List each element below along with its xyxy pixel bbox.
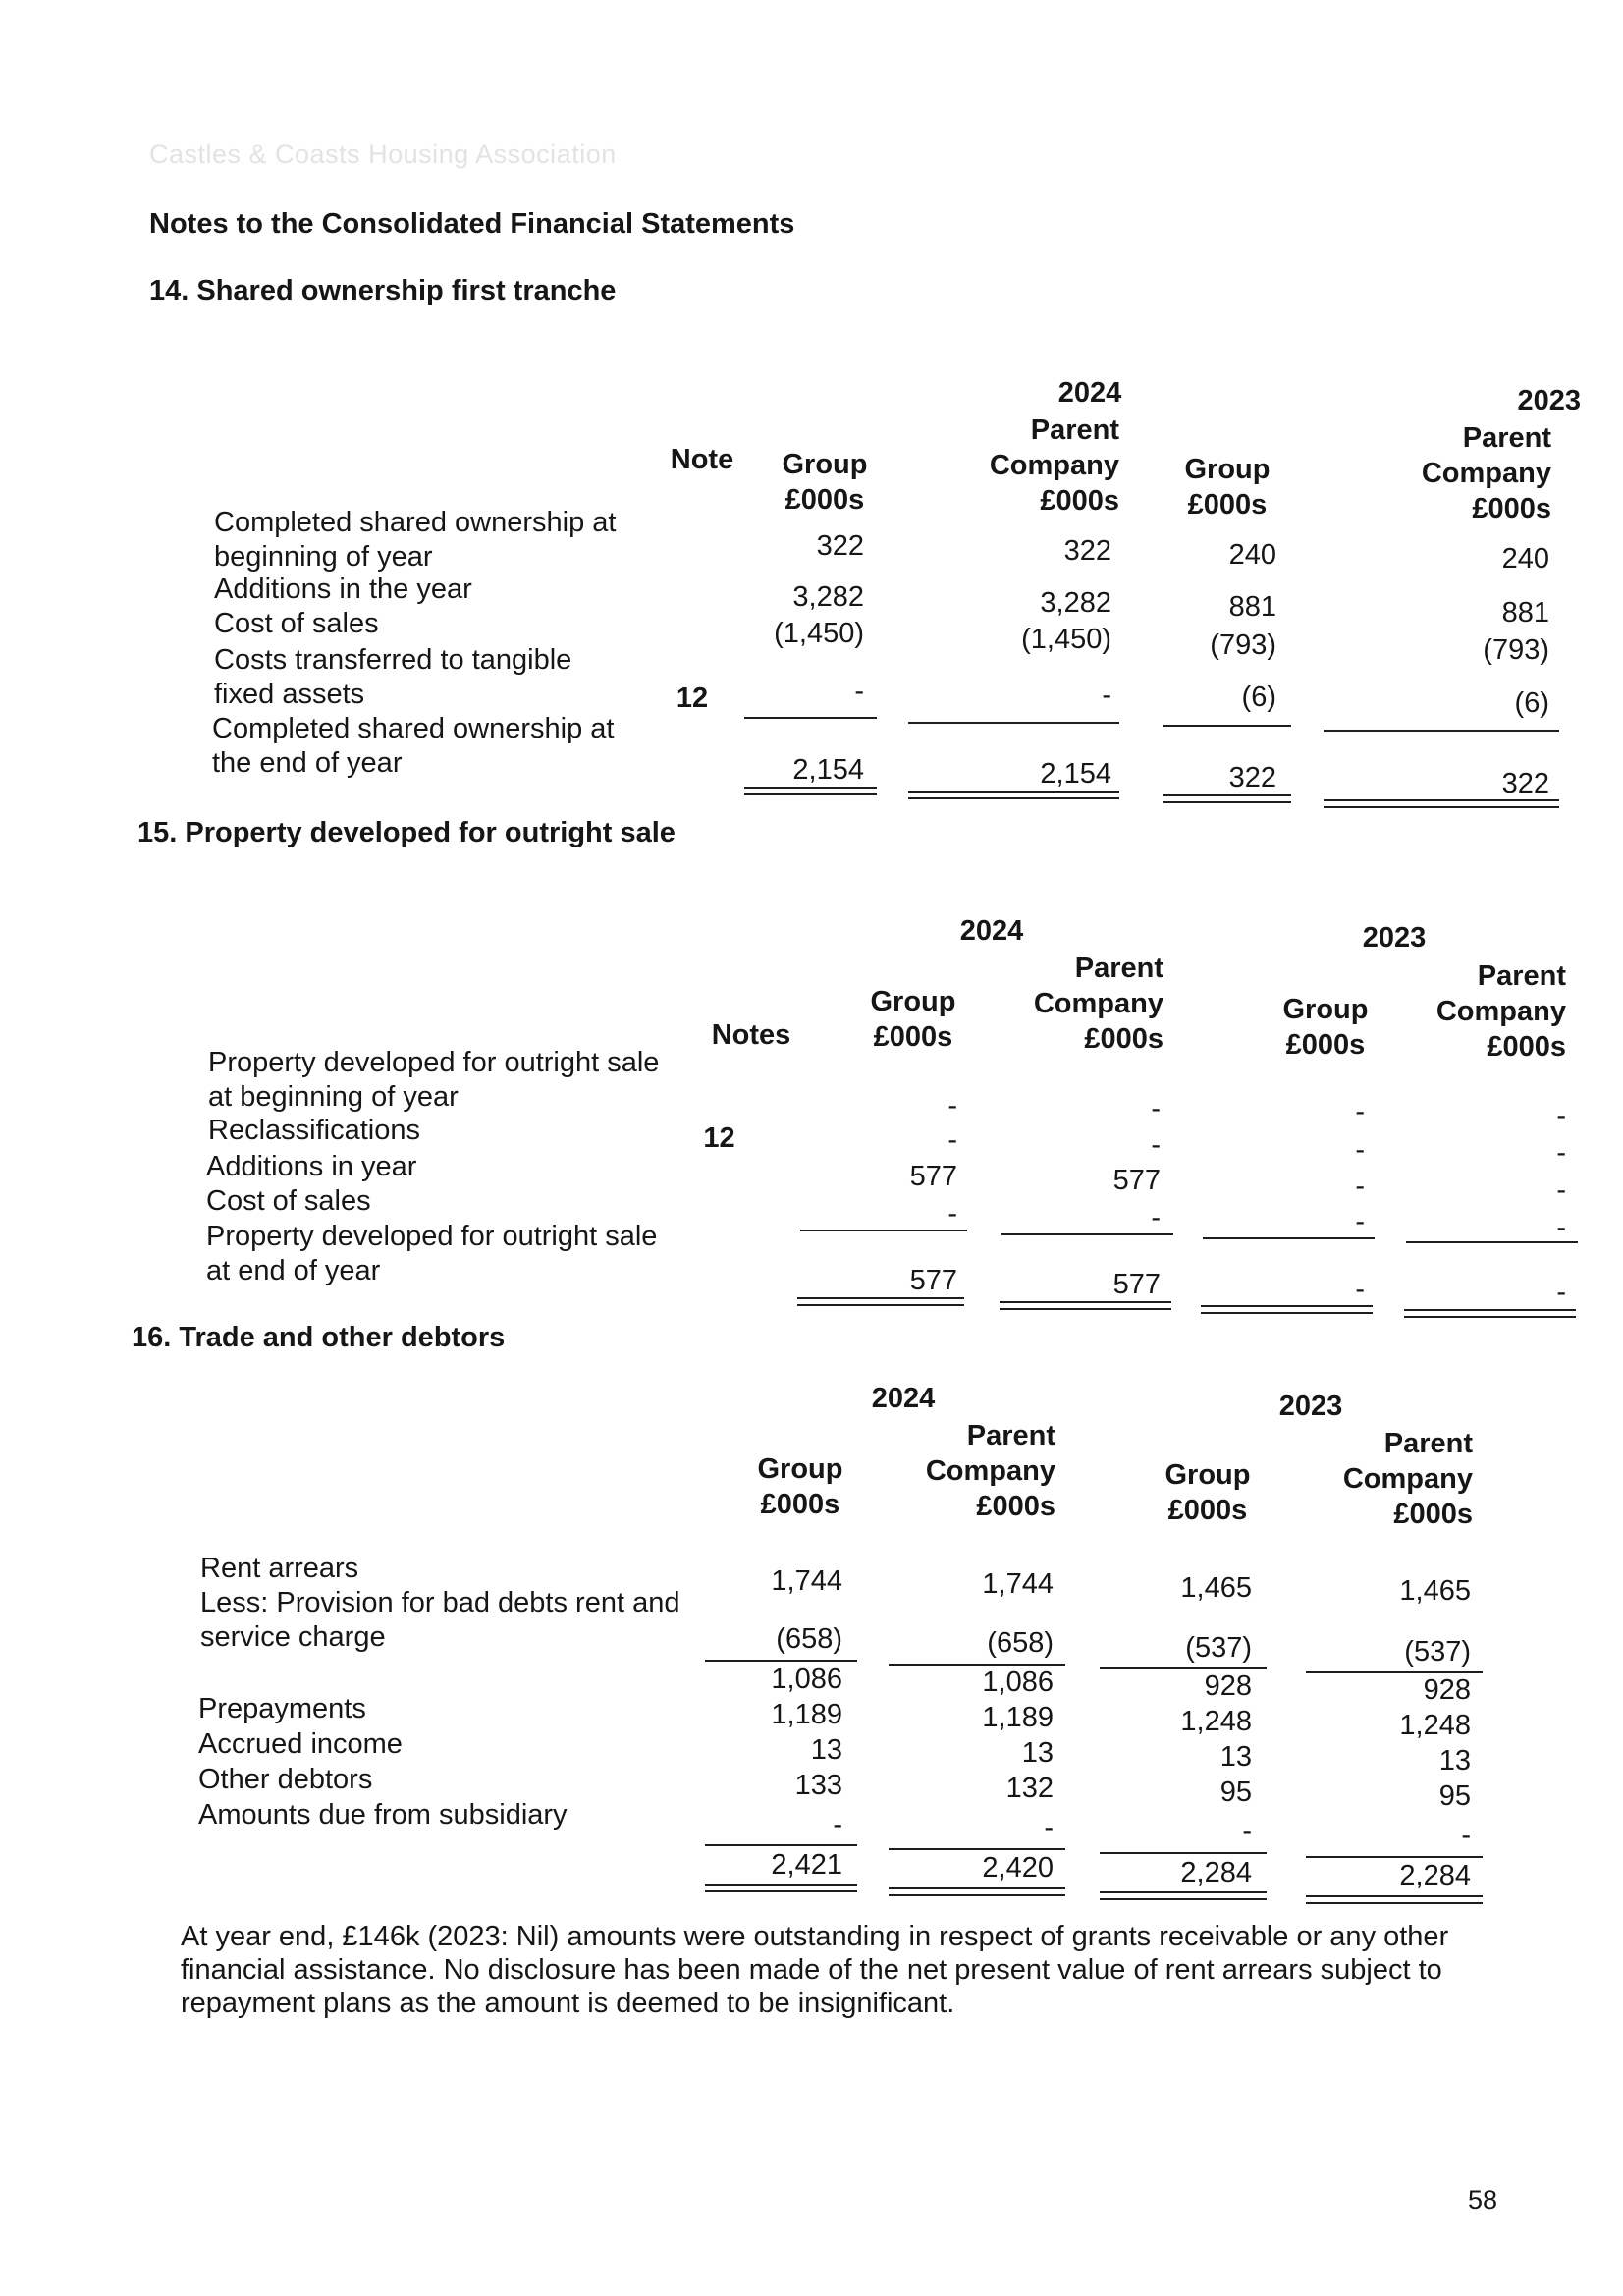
- note-14-col-note: Note: [670, 444, 734, 475]
- note-16-value: 1,465: [1180, 1572, 1252, 1604]
- total-double-rule: [744, 787, 877, 795]
- note-16-value: 1,248: [1180, 1706, 1252, 1737]
- note-16-value: (658): [987, 1627, 1054, 1659]
- note-16-value: 13: [810, 1734, 842, 1766]
- subtotal-rule: [1306, 1856, 1483, 1858]
- total-double-rule: [908, 791, 1119, 799]
- note-14-value: 881: [1228, 591, 1276, 623]
- note-14-value: 2,154: [792, 754, 864, 786]
- total-double-rule: [1100, 1891, 1267, 1900]
- total-double-rule: [1306, 1895, 1483, 1904]
- note-14-col-group-2024: Group £000s: [782, 449, 868, 516]
- note-15-value: -: [1151, 1202, 1161, 1233]
- note-14-value: (793): [1210, 629, 1276, 661]
- note-16-value: 1,248: [1399, 1710, 1471, 1741]
- note-15-title: 15. Property developed for outright sale: [137, 817, 676, 848]
- note-16-row-label: Other debtors: [198, 1764, 373, 1795]
- note-15-year-2024: 2024: [959, 915, 1024, 947]
- note-16-value: 1,189: [982, 1702, 1054, 1733]
- note-14-row-label: Costs transferred to tangible fixed assets: [214, 644, 572, 710]
- note-14-value: (1,450): [774, 618, 864, 649]
- total-double-rule: [1163, 794, 1291, 803]
- note-15-col-notes: Notes: [711, 1019, 791, 1051]
- note-16-footnote: At year end, £146k (2023: Nil) amounts were outstanding in respect of grants receivable or any other financial assistance. No disclosure has been made of the net present value of rent arrears subject to repayment plans as the amount is deemed to be insignificant.: [181, 1921, 1449, 2019]
- note-16-value: 132: [1005, 1773, 1054, 1804]
- note-15-value: -: [1355, 1134, 1365, 1166]
- note-16-value: 13: [1438, 1745, 1471, 1777]
- note-16-value: 95: [1438, 1780, 1471, 1812]
- note-14-note-ref: 12: [676, 683, 709, 714]
- note-16-value: 13: [1219, 1741, 1252, 1773]
- note-16-value: 2,421: [771, 1849, 842, 1881]
- note-14-value: 881: [1501, 597, 1549, 629]
- note-15-col-parent-2023: Parent Company £000s: [1435, 960, 1566, 1063]
- total-double-rule: [1201, 1305, 1373, 1314]
- note-16-col-parent-2024: Parent Company £000s: [925, 1420, 1055, 1522]
- total-double-rule: [1404, 1309, 1576, 1318]
- page-heading: Notes to the Consolidated Financial Statements: [149, 208, 795, 240]
- note-15-value: 577: [909, 1265, 957, 1296]
- note-14-value: -: [1102, 680, 1111, 711]
- note-16-year-2024: 2024: [871, 1383, 936, 1414]
- note-16-value: 13: [1021, 1737, 1054, 1769]
- note-16-title: 16. Trade and other debtors: [132, 1322, 506, 1353]
- note-16-value: 928: [1423, 1674, 1471, 1706]
- note-16-value: 2,284: [1399, 1860, 1471, 1891]
- note-15-col-group-2023: Group £000s: [1282, 994, 1369, 1061]
- note-15-col-group-2024: Group £000s: [870, 986, 956, 1053]
- note-14-value: (793): [1483, 634, 1549, 666]
- note-14-value: 322: [1501, 768, 1549, 799]
- note-14-row-label: Completed shared ownership at the end of year: [212, 713, 615, 779]
- total-double-rule: [1324, 799, 1559, 808]
- note-15-value: -: [1151, 1093, 1161, 1124]
- subtotal-rule: [1324, 730, 1559, 732]
- subtotal-rule: [889, 1848, 1065, 1850]
- note-16-col-group-2023: Group £000s: [1164, 1459, 1251, 1526]
- note-16-value: 928: [1204, 1670, 1252, 1702]
- note-15-value: -: [1556, 1175, 1566, 1206]
- subtotal-rule: [705, 1660, 857, 1662]
- organisation-watermark: Castles & Coasts Housing Association: [149, 139, 617, 169]
- subtotal-rule: [908, 722, 1119, 724]
- note-16-value: -: [1242, 1816, 1252, 1847]
- note-15-year-2023: 2023: [1362, 922, 1427, 954]
- note-16-value: -: [833, 1809, 842, 1840]
- note-16-col-parent-2023: Parent Company £000s: [1342, 1428, 1473, 1530]
- note-16-value: 1,086: [771, 1664, 842, 1695]
- subtotal-rule: [1163, 725, 1291, 727]
- note-14-value: 3,282: [1040, 587, 1111, 619]
- note-14-year-2023: 2023: [1517, 385, 1581, 416]
- note-16-row-label: Accrued income: [198, 1728, 403, 1760]
- total-double-rule: [797, 1297, 964, 1306]
- note-15-value: 577: [1112, 1165, 1161, 1196]
- note-14-value: -: [854, 676, 864, 707]
- note-16-value: -: [1044, 1812, 1054, 1843]
- note-14-title: 14. Shared ownership first tranche: [149, 275, 617, 306]
- note-14-value: 3,282: [792, 581, 864, 613]
- note-16-value: -: [1461, 1820, 1471, 1851]
- note-14-value: (6): [1241, 682, 1276, 713]
- note-15-row-label: Cost of sales: [206, 1185, 371, 1217]
- note-16-row-label: Amounts due from subsidiary: [198, 1799, 568, 1831]
- note-15-value: -: [947, 1090, 957, 1121]
- subtotal-rule: [1001, 1233, 1173, 1235]
- total-double-rule: [705, 1884, 857, 1892]
- note-16-col-group-2024: Group £000s: [757, 1453, 843, 1520]
- note-14-row-label: Additions in the year: [214, 574, 472, 605]
- note-14-value: 2,154: [1040, 758, 1111, 790]
- note-16-value: (537): [1404, 1636, 1471, 1667]
- note-16-value: 1,189: [771, 1699, 842, 1730]
- page-number: 58: [1468, 2185, 1498, 2214]
- note-14-value: 322: [816, 530, 864, 562]
- note-15-value: -: [1556, 1137, 1566, 1169]
- subtotal-rule: [800, 1230, 967, 1231]
- note-14-year-2024: 2024: [1057, 377, 1122, 409]
- note-15-value: 577: [909, 1161, 957, 1192]
- note-16-value: (537): [1185, 1632, 1252, 1664]
- note-15-row-label: Reclassifications: [208, 1115, 420, 1146]
- note-16-year-2023: 2023: [1278, 1391, 1343, 1422]
- note-15-value: -: [1355, 1274, 1365, 1305]
- subtotal-rule: [705, 1844, 857, 1846]
- note-14-col-group-2023: Group £000s: [1184, 454, 1271, 520]
- note-16-row-label: Rent arrears: [200, 1553, 359, 1584]
- note-14-value: 322: [1063, 535, 1111, 567]
- note-14-row-label: Completed shared ownership at beginning of year: [214, 507, 617, 573]
- note-15-row-label: Property developed for outright sale at beginning of year: [208, 1047, 660, 1113]
- total-double-rule: [889, 1887, 1065, 1896]
- note-16-row-label: Less: Provision for bad debts rent and service charge: [200, 1587, 680, 1653]
- subtotal-rule: [1306, 1671, 1483, 1673]
- subtotal-rule: [1100, 1852, 1267, 1854]
- note-16-value: 95: [1219, 1777, 1252, 1808]
- note-15-value: -: [947, 1198, 957, 1230]
- note-14-value: 322: [1228, 762, 1276, 793]
- subtotal-rule: [889, 1664, 1065, 1666]
- note-15-value: -: [1151, 1129, 1161, 1161]
- note-15-note-ref: 12: [703, 1122, 735, 1154]
- note-16-value: 1,744: [982, 1568, 1054, 1600]
- note-14-value: (1,450): [1021, 624, 1111, 655]
- note-15-row-label: Additions in year: [206, 1151, 417, 1182]
- subtotal-rule: [1203, 1237, 1375, 1239]
- note-16-value: 2,284: [1180, 1857, 1252, 1888]
- total-double-rule: [1000, 1301, 1171, 1310]
- note-15-value: -: [1556, 1277, 1566, 1308]
- note-16-value: 1,465: [1399, 1575, 1471, 1607]
- note-16-value: 2,420: [982, 1852, 1054, 1884]
- note-16-row-label: Prepayments: [198, 1693, 366, 1724]
- note-15-value: 577: [1112, 1269, 1161, 1300]
- note-16-value: 133: [794, 1770, 842, 1801]
- subtotal-rule: [1406, 1241, 1578, 1243]
- subtotal-rule: [744, 717, 877, 719]
- note-14-row-label: Cost of sales: [214, 608, 379, 639]
- note-14-col-parent-2023: Parent Company £000s: [1421, 422, 1551, 524]
- note-14-col-parent-2024: Parent Company £000s: [989, 414, 1119, 517]
- note-15-value: -: [1556, 1212, 1566, 1243]
- subtotal-rule: [1100, 1667, 1267, 1669]
- note-16-value: 1,744: [771, 1565, 842, 1597]
- note-15-value: -: [947, 1124, 957, 1156]
- note-14-value: 240: [1228, 539, 1276, 571]
- note-15-row-label: Property developed for outright sale at end of year: [206, 1221, 658, 1286]
- note-16-value: (658): [776, 1623, 842, 1655]
- note-15-value: -: [1355, 1206, 1365, 1237]
- note-15-value: -: [1355, 1096, 1365, 1127]
- note-14-value: 240: [1501, 543, 1549, 574]
- note-16-value: 1,086: [982, 1667, 1054, 1698]
- note-15-col-parent-2024: Parent Company £000s: [1033, 953, 1163, 1055]
- note-15-value: -: [1355, 1171, 1365, 1202]
- note-15-value: -: [1556, 1100, 1566, 1131]
- note-14-value: (6): [1514, 687, 1549, 719]
